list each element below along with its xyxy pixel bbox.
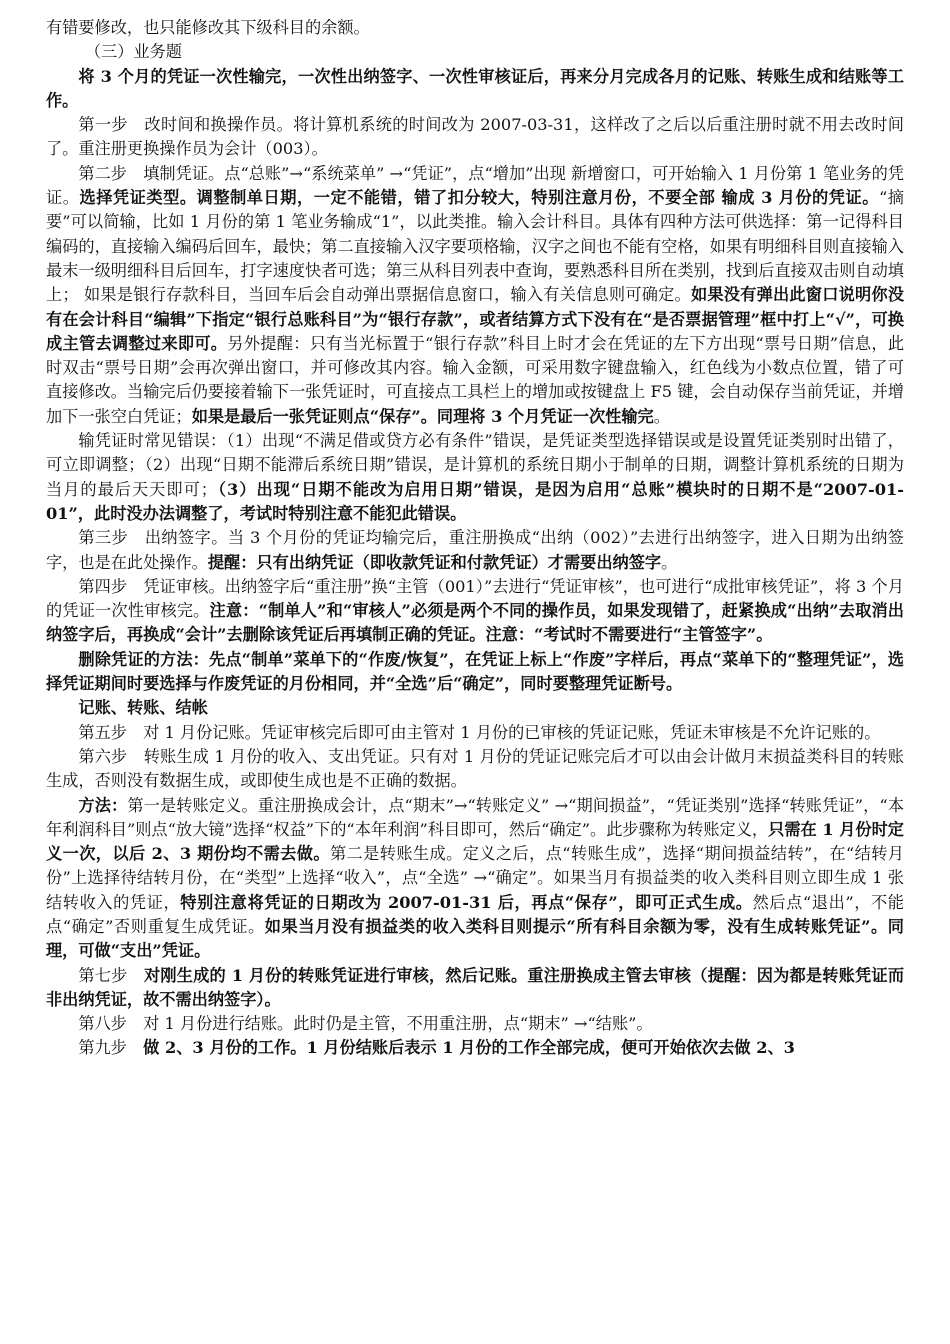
paragraph-step-5 — [46, 721, 904, 745]
text-run: 第一是转账定义。重注册换成会计，点“期末”→“转账定义” →“期间损益”，“凭证类别”选择“转账凭证”，“本年利润科目”则点“放大镜”选择“权益”下的“本年利润”科目即可，然后“确定”。此步骤称为转账定义， — [46, 795, 905, 839]
bold-text-run: 记账、转账、结帐 — [78, 698, 208, 718]
paragraph-step-3 — [46, 526, 904, 575]
paragraph-delete-voucher — [46, 648, 904, 697]
paragraph — [46, 16, 904, 40]
text-run: 第二是转账生成。定义之后，点“转账生成”，选择“期间损益结转”，在“结转月份”上选择待结转月份，在“类型”上选择“收入”，点“全选” →“确定”。如果当月有损益类的收入类科目则立即生成 1 张结转收入的凭证， — [46, 844, 904, 912]
paragraph-step-6 — [46, 745, 904, 794]
section-heading — [46, 696, 904, 720]
text-run: 第九步 — [78, 1038, 144, 1058]
text-run: 。 — [653, 406, 670, 426]
bold-text-run: 方法： — [78, 795, 128, 815]
paragraph-step-4 — [46, 575, 904, 648]
text-run: 。 — [661, 552, 678, 572]
paragraph-common-errors — [46, 429, 904, 526]
bold-text-run: 特别注意将凭证的日期改为 2007-01-31 后，再点“保存”，即可正式生成。 — [180, 892, 753, 912]
bold-text-run: 注意：“制单人”和“审核人”必须是两个不同的操作员，如果发现错了，赶紧换成“出纳”去取消出纳签字后，再换成“会计”去删除该凭证后再填制正确的凭证。注意：“考试时不需要进行“主管签字”。 — [46, 601, 904, 645]
text-run: 第八步 对 1 月份进行结账。此时仍是主管，不用重注册，点“期末” →“结账”。 — [78, 1014, 653, 1034]
bold-text-run: 选择凭证类型。调整制单日期，一定不能错，错了扣分较大，特别注意月份，不要全部 输成 3 月份的凭证。 — [79, 188, 879, 208]
text-run: 另外提醒：只有当光标置于“银行存款”科目上时才会在凭证的左下方出现“票号日期”信息，此时双击“票号日期”会再次弹出窗口，并可修改其内容。输入金额，可采用数字键盘输入，红色线为小数点位置，错了可直接修改。当输完后仍要接着输下一张凭证时，可直接点工具栏上的增加或按键盘上 F5 键，会自动保存当前凭证，并增加下一张空白凭证； — [46, 333, 905, 426]
bold-text-run: 提醒：只有出纳凭证（即收款凭证和付款凭证）才需要出纳签字 — [207, 552, 662, 572]
bold-text-run: （3）出现“日期不能改为启用日期”错误，是因为启用“总账”模块时的日期不是“2007-01-01”，此时没办法调整了，考试时特别注意不能犯此错误。 — [46, 479, 905, 523]
bold-text-run: 删除凭证的方法：先点“制单”菜单下的“作废/恢复”，在凭证上标上“作废”字样后，再点“菜单下的“整理凭证”，选择凭证期间时要选择与作废凭证的月份相同，并“全选”后“确定”，同时要整理凭证断号。 — [46, 649, 904, 694]
bold-text-run: 做 2、3 月份的工作。1 月份结账后表示 1 月份的工作全部完成，便可开始依次去做 2、3 — [143, 1038, 795, 1058]
bold-text-run: 只需在 1 月份时定义一次，以后 2、3 期份均不需去做。 — [46, 819, 904, 864]
section-heading — [46, 40, 904, 64]
paragraph-step-8 — [46, 1012, 904, 1036]
bold-text-run: 如果是最后一张凭证则点“保存”。同理将 3 个月凭证一次性输完 — [191, 406, 654, 426]
text-run: 第一步 改时间和换操作员。将计算机系统的时间改为 2007-03-31，这样改了之后以后重注册时就不用去改时间了。重注册更换操作员为会计（003）。 — [46, 115, 904, 159]
text-run: 第二步 填制凭证。点“总账”→“系统菜单” →“凭证”，点“增加”出现 新增窗口，可开始输入 1 月份第 1 笔业务的凭证。 — [46, 163, 904, 208]
bold-text-run: 将 3 个月的凭证一次性输完，一次性出纳签字、一次性审核证后，再来分月完成各月的记账、转账生成和结账等工作。 — [46, 66, 904, 110]
paragraph-step-7 — [46, 964, 904, 1013]
text-run: 第三步 出纳签字。当 3 个月份的凭证均输完后，重注册换成“出纳（002）”去进行出纳签字，进入日期为出纳签字，也是在此处操作。 — [46, 528, 904, 572]
bold-text-run: 如果没有弹出此窗口说明你没有在会计科目“编辑”下指定“银行总账科目”为“银行存款”，或者结算方式下没有在“是否票据管理”框中打上“√”，可换成主管去调整过来即可。 — [46, 285, 905, 353]
text-run: 然后点“退出”，不能点“确定”否则重复生成凭证。 — [46, 892, 904, 936]
bold-text-run: 对刚生成的 1 月份的转账凭证进行审核，然后记账。重注册换成主管去审核（提醒：因为都是转账凭证而非出纳凭证，故不需出纳签字）。 — [46, 965, 905, 1009]
text-run: 第四步 凭证审核。出纳签字后“重注册”换“主管（001）”去进行“凭证审核”，也可进行“成批审核凭证”，将 3 个月的凭证一次性审核完。 — [46, 576, 904, 621]
paragraph-step-2 — [46, 162, 904, 429]
bold-text-run: 如果当月没有损益类的收入类科目则提示“所有科目余额为零，没有生成转账凭证”。同理，可做“支出”凭证。 — [46, 916, 904, 961]
text-run: 第七步 — [78, 965, 144, 985]
paragraph-method — [46, 794, 904, 964]
text-run: 第六步 转账生成 1 月份的收入、支出凭证。只有对 1 月份的凭证记账完后才可以由会计做月末损益类科目的转账生成，否则没有数据生成，或即使生成也是不正确的数据。 — [46, 746, 904, 791]
text-run: （三）业务题 — [84, 42, 182, 62]
paragraph-step-9 — [46, 1036, 904, 1060]
paragraph-step-1 — [46, 113, 904, 162]
text-run: 有错要修改，也只能修改其下级科目的余额。 — [46, 18, 370, 37]
paragraph — [46, 65, 904, 114]
text-run: “摘要”可以简输，比如 1 月份的第 1 笔业务输成“1”，以此类推。输入会计科目。具体有四种方法可供选择：第一记得科目编码的，直接输入编码后回车，最快；第二直接输入汉字要项格输，汉字之间也不能有空格，如果有明细科目则直接输入最末一级明细科目后回车，打字速度快者可选；第三从科目列表中查询，要熟悉科目所在类别，找到后直接双击则自动填上； 如果是银行存款科目，当回车后会自动弹出票据信息窗口，输入有关信息则可确定。 — [46, 188, 904, 305]
text-run: 第五步 对 1 月份记账。凭证审核完后即可由主管对 1 月份的已审核的凭证记账，凭证未审核是不允许记账的。 — [78, 722, 881, 742]
text-run: 输凭证时常见错误：（1）出现“不满足借或贷方必有条件”错误，是凭证类型选择错误或是设置凭证类别时出错了，可立即调整；（2）出现“日期不能滞后系统日期”错误，是计算机的系统日期小于制单的日期，调整计算机系统的日期为当月的最后天天即可； — [46, 431, 904, 499]
